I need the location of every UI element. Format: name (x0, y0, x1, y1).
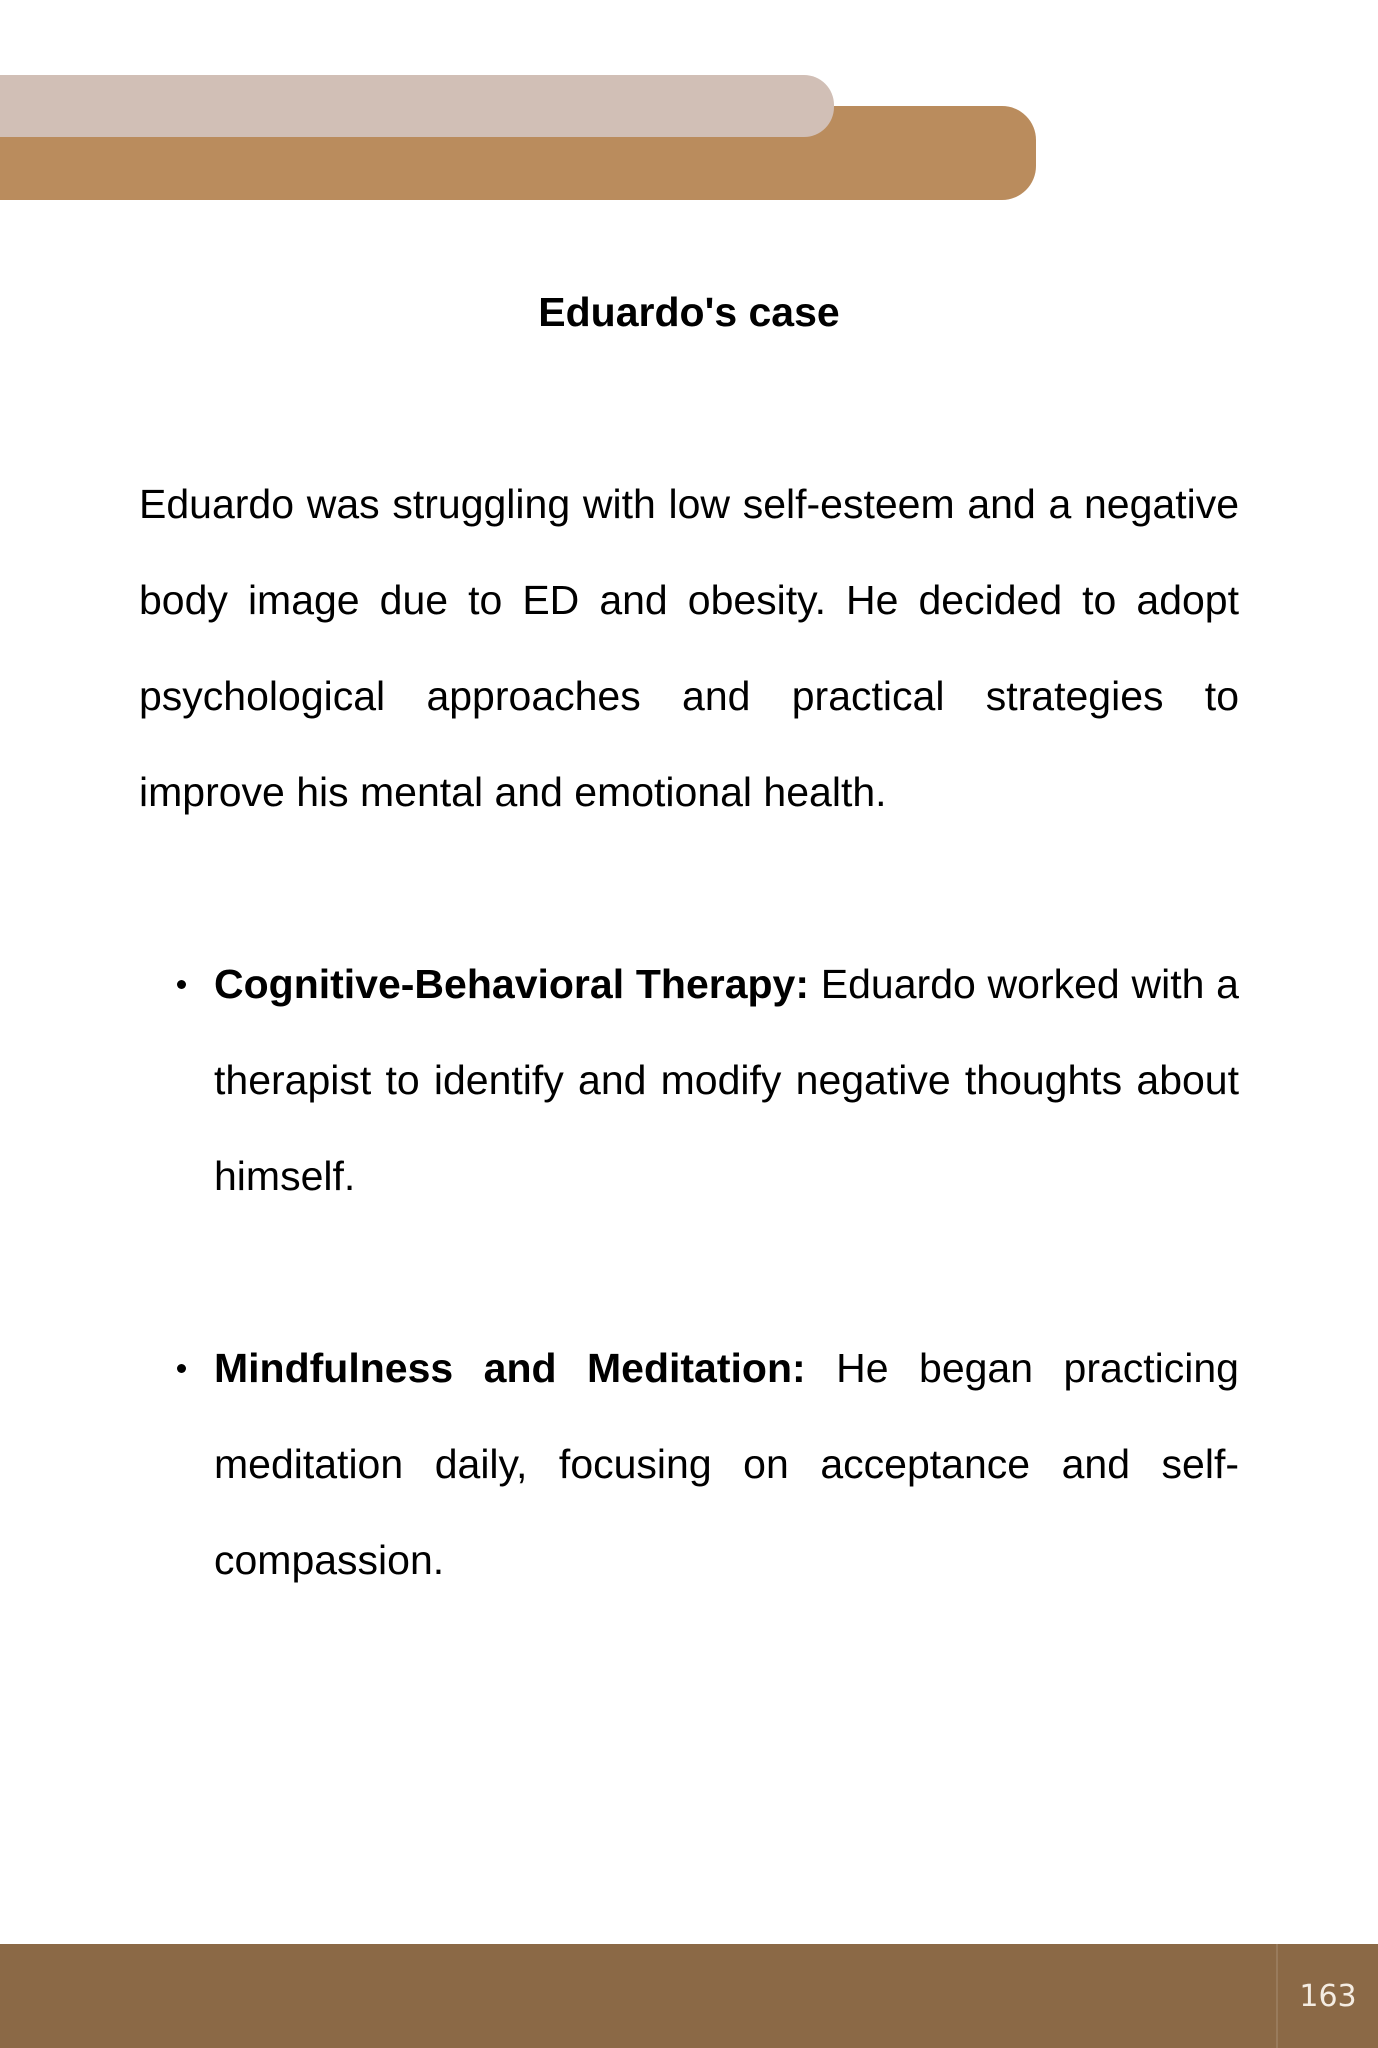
list-item (139, 936, 1239, 1224)
strategy-list (139, 936, 1239, 1608)
main-content (139, 456, 1239, 1608)
page-title: Eduardo's case (538, 289, 840, 335)
list-item-text: Eduardo worked with a therapist to identify and modify negative thoughts about himself. (214, 961, 1239, 1199)
list-item-heading: Cognitive-Behavioral Therapy: (214, 961, 809, 1007)
header-decor-band-light (0, 75, 834, 137)
list-item-text: He began practicing meditation daily, focusing on acceptance and self-compassion. (214, 1345, 1239, 1583)
page-number: 163 (1299, 1978, 1357, 2014)
bullet-icon (177, 980, 186, 989)
list-item-heading: Mindfulness and Meditation: (214, 1345, 806, 1391)
page-number-box (1276, 1944, 1378, 2048)
bullet-icon (177, 1364, 186, 1373)
footer-bar (0, 1944, 1378, 2048)
intro-paragraph: Eduardo was struggling with low self-esteem and a negative body image due to ED and obesity. He decided to adopt psychological approaches and practical strategies to improve his mental and emotional health. (139, 481, 1239, 815)
list-item (139, 1320, 1239, 1608)
